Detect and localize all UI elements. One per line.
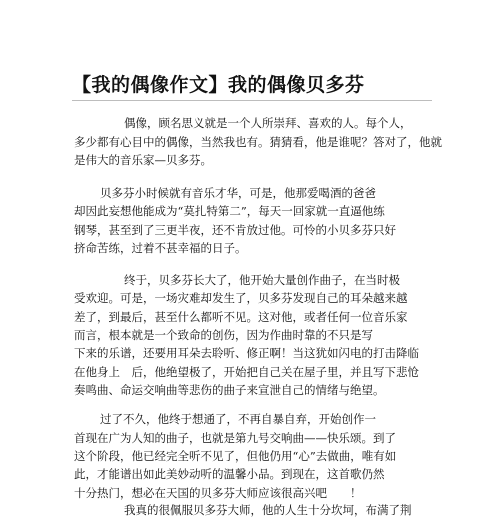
paragraph-4-line-4: 此，才能谱出如此美妙动听的温馨小品。到现在，这首歌仍然 — [74, 467, 385, 481]
paragraph-1-line-3: 是伟大的音乐家—贝多芬。 — [74, 153, 212, 167]
paragraph-4-line-2: 首现在广为人知的曲子，也就是第九号交响曲——快乐颂。到了 — [74, 431, 396, 445]
paragraph-4-line-5: 十分热门，想必在天国的贝多芬大师应该很高兴吧 ！ — [74, 486, 362, 500]
paragraph-4-line-3: 这个阶段，他已经完全听不见了，但他仍用“心”去做曲，唯有如 — [74, 449, 397, 463]
paragraph-1-line-1: 偶像，顾名思义就是一个人所崇拜、喜欢的人。每个人， — [124, 116, 412, 130]
paragraph-3-line-5: 下来的乐谱，还要用耳朵去聆听、修正啊！当这犹如闪电的打击降临 — [74, 346, 419, 360]
paragraph-3-line-4: 而言，根本就是一个致命的创伤，因为作曲时靠的不只是写 — [74, 328, 373, 342]
paragraph-4-line-1: 过了不久，他终于想通了，不再自暴自弃，开始创作一 — [100, 412, 376, 426]
document-title: 【我的偶像作文】我的偶像贝多芬 — [72, 74, 365, 96]
title-divider — [72, 100, 432, 101]
paragraph-3-line-6: 在他身上 后，他绝望极了，开始把自己关在屋子里，并且写下悲怆 — [74, 365, 419, 379]
paragraph-5-line-1: 我真的很佩服贝多芬大师，他的人生十分坎坷，布满了荆 — [124, 503, 412, 517]
paragraph-3-line-3: 差了，到最后，甚至什么都听不见。这对他，或者任何一位音乐家 — [74, 310, 408, 324]
paragraph-3-line-7: 奏鸣曲、命运交响曲等悲伤的曲子来宣泄自己的情绪与绝望。 — [74, 383, 385, 397]
paragraph-2-line-3: 钢琴，甚至到了三更半夜，还不肯放过他。可怜的小贝多芬只好 — [74, 223, 396, 237]
paragraph-2-line-1: 贝多芬小时候就有音乐才华，可是，他那爱喝酒的爸爸 — [100, 186, 376, 200]
paragraph-3-line-1: 终于，贝多芬长大了，他开始大量创作曲子，在当时极 — [124, 273, 400, 287]
paragraph-3-line-2: 受欢迎。可是，一场灾难却发生了，贝多芬发现自己的耳朵越来越 — [74, 291, 408, 305]
paragraph-1-line-2: 多少都有心目中的偶像，当然我也有。猜猜看，他是谁呢？答对了，他就 — [74, 135, 442, 149]
paragraph-2-line-2: 却因此妄想他能成为“莫扎特第二”，每天一回家就一直逼他练 — [74, 204, 385, 218]
paragraph-2-line-4: 挤命苦练，过着不甚幸福的日子。 — [74, 241, 247, 255]
